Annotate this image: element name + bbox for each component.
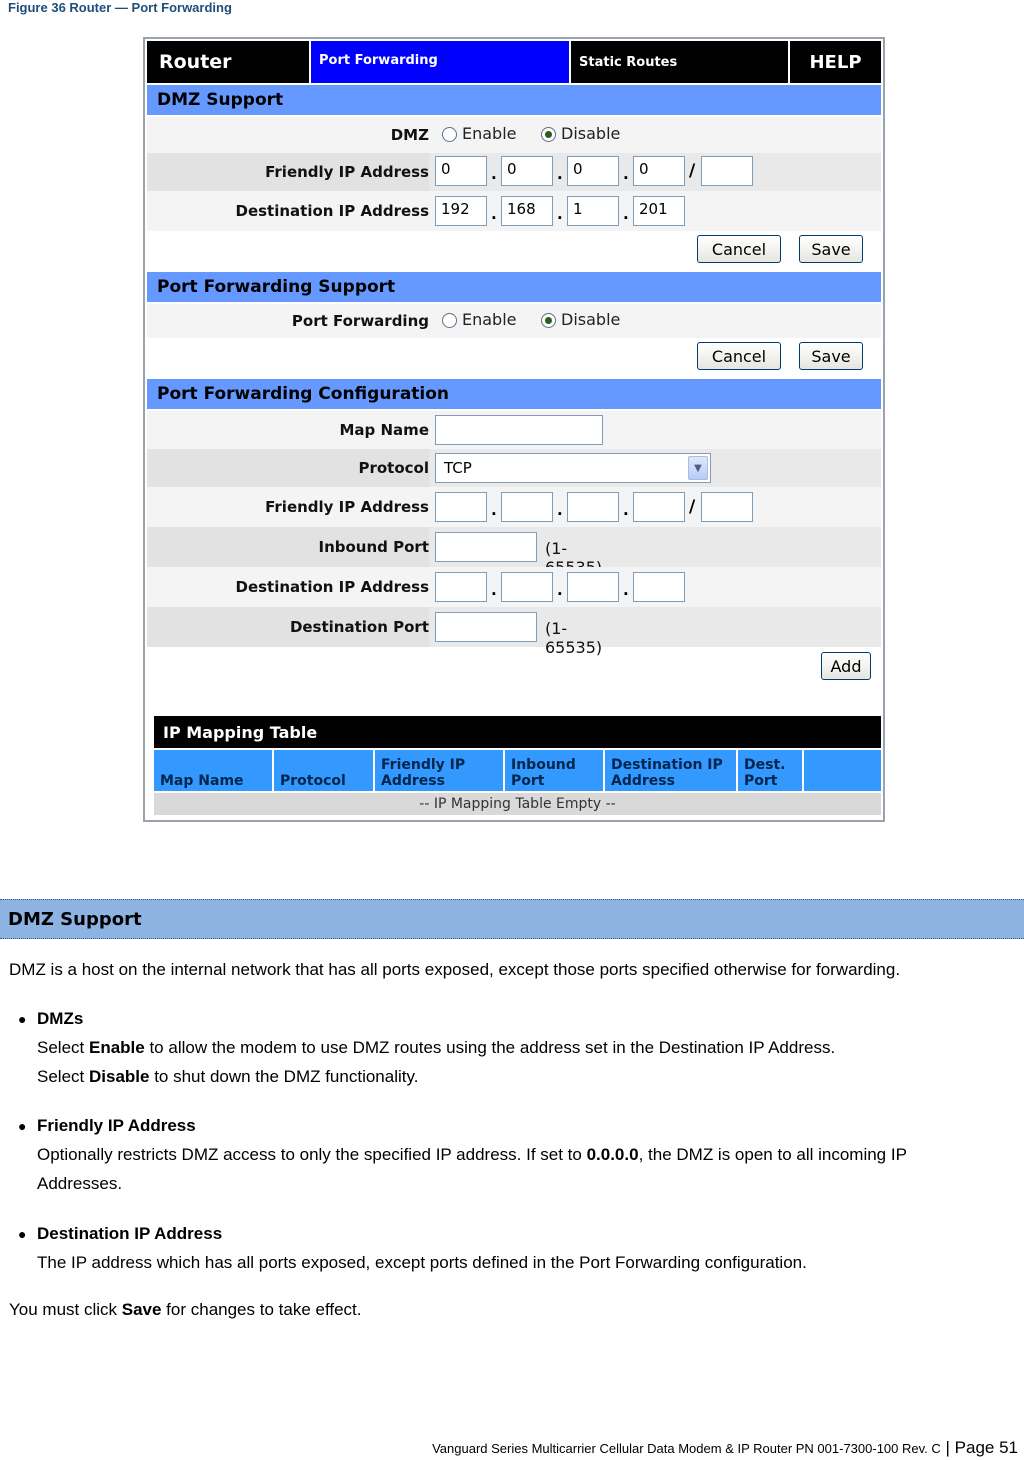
dmz-disable-radio[interactable] [541, 127, 556, 142]
tab-help[interactable]: HELP [790, 41, 881, 83]
dest-ip-label: Destination IP Address [235, 202, 429, 220]
bullet-dot: ● [18, 1118, 27, 1134]
pf-actions-row [147, 338, 881, 378]
nav-bar [147, 41, 881, 83]
figure-caption: Figure 36 Router — Port Forwarding [8, 0, 232, 15]
section-heading: DMZ Support [0, 899, 1024, 939]
bullet-dot: ● [18, 1226, 27, 1242]
pf-friendly-ip-octet-2[interactable] [501, 492, 553, 522]
dmz-save-button[interactable]: Save [799, 235, 863, 263]
intro-paragraph: DMZ is a host on the internal network that has all ports exposed, except those ports specified otherwise for forwarding. [9, 960, 901, 979]
dest-ip-octet-1[interactable]: 192 [435, 196, 487, 226]
pf-disable-radio[interactable] [541, 313, 556, 328]
col-map-name: Map Name [154, 750, 272, 791]
chevron-down-icon[interactable]: ▼ [688, 456, 708, 480]
friendly-ip-mask[interactable] [701, 156, 753, 186]
section-header-dmz: DMZ Support [147, 85, 881, 115]
dmz-actions-row [147, 231, 881, 271]
map-name-row [147, 411, 881, 449]
inbound-port-label: Inbound Port [318, 538, 429, 556]
add-row [147, 647, 881, 687]
col-inbound-port: Inbound Port [505, 750, 603, 791]
pf-label: Port Forwarding [291, 312, 429, 330]
dest-port-row [147, 607, 881, 657]
page-number: Page 51 [954, 1438, 1018, 1457]
dest-port-input[interactable] [435, 612, 537, 642]
dmz-enable-radio[interactable] [442, 127, 457, 142]
pf-friendly-ip-octet-4[interactable] [633, 492, 685, 522]
tab-router[interactable]: Router [147, 41, 309, 83]
friendly-ip-octet-2[interactable]: 0 [501, 156, 553, 186]
footer-text: Vanguard Series Multicarrier Cellular Data Modem & IP Router PN 001-7300-100 Rev. C [432, 1441, 941, 1456]
tab-static-routes[interactable]: Static Routes [571, 41, 788, 83]
pf-cancel-button[interactable]: Cancel [697, 342, 781, 370]
pf-dest-ip-octet-1[interactable] [435, 572, 487, 602]
bullet-dot: ● [18, 1011, 27, 1027]
dmz-row [147, 117, 881, 153]
pf-row [147, 304, 881, 338]
col-protocol: Protocol [274, 750, 373, 791]
dest-ip-octet-2[interactable]: 168 [501, 196, 553, 226]
dest-ip-octet-3[interactable]: 1 [567, 196, 619, 226]
col-dest-port: Dest. Port [738, 750, 802, 791]
protocol-label: Protocol [358, 459, 429, 477]
protocol-row [147, 449, 881, 487]
dest-port-hint: (1-65535) [545, 619, 603, 657]
map-name-label: Map Name [339, 421, 429, 439]
dmz-cancel-button[interactable]: Cancel [697, 235, 781, 263]
dmz-dest-ip-row: Destination IP Address 192 . 168 . 1 . 201 [147, 191, 881, 231]
pf-friendly-ip-mask[interactable] [701, 492, 753, 522]
section-header-pf-support: Port Forwarding Support [147, 272, 881, 302]
pf-dest-ip-octet-3[interactable] [567, 572, 619, 602]
mapping-table-empty-row: -- IP Mapping Table Empty -- [154, 793, 881, 815]
dest-ip-octet-4[interactable]: 201 [633, 196, 685, 226]
friendly-ip-octet-4[interactable]: 0 [633, 156, 685, 186]
pf-friendly-ip-octet-3[interactable] [567, 492, 619, 522]
col-dest-ip: Destination IP Address [605, 750, 736, 791]
map-name-input[interactable] [435, 415, 603, 445]
protocol-value: TCP [444, 459, 472, 477]
pf-enable-label: Enable [462, 310, 517, 329]
inbound-port-row [147, 527, 881, 567]
friendly-ip-label: Friendly IP Address [265, 163, 429, 181]
outro-paragraph: You must click Save for changes to take effect. [9, 1300, 362, 1319]
pf-dest-ip-label: Destination IP Address [235, 578, 429, 596]
pf-dest-ip-octet-4[interactable] [633, 572, 685, 602]
dmz-friendly-ip-row: Friendly IP Address 0 . 0 . 0 . 0 / [147, 153, 881, 191]
router-screenshot [143, 37, 885, 822]
tab-port-forwarding[interactable]: Port Forwarding [311, 41, 569, 83]
friendly-ip-octet-1[interactable]: 0 [435, 156, 487, 186]
bullet-dest-ip: Destination IP Address The IP address which has all ports exposed, except ports defined in the Port Forwarding configuration. [37, 1224, 807, 1272]
dmz-disable-label: Disable [561, 124, 621, 143]
add-button[interactable]: Add [821, 652, 871, 680]
dmz-label: DMZ [390, 126, 429, 144]
inbound-port-hint: (1- [545, 539, 568, 558]
col-friendly-ip: Friendly IP Address [375, 750, 503, 791]
pf-dest-ip-row: Destination IP Address . . . [147, 567, 881, 607]
bullet-friendly-ip: Friendly IP Address Optionally restricts DMZ access to only the specified IP address. If set to 0.0.0.0, the DMZ is open to all incoming IP Addresses. [37, 1116, 907, 1193]
mapping-table-header [154, 750, 881, 791]
page-footer: Vanguard Series Multicarrier Cellular Data Modem & IP Router PN 001-7300-100 Rev. C | Page 51 [432, 1438, 1018, 1457]
mapping-table-title: IP Mapping Table [154, 716, 881, 748]
bullet-dmzs: DMZs Select Enable to allow the modem to use DMZ routes using the address set in the Destination IP Address. Select Disable to shut down the DMZ functionality. [37, 1009, 836, 1086]
pf-friendly-ip-label: Friendly IP Address [265, 498, 429, 516]
pf-friendly-ip-row: Friendly IP Address . . . / [147, 487, 881, 527]
section-header-pf-config: Port Forwarding Configuration [147, 379, 881, 409]
pf-friendly-ip-octet-1[interactable] [435, 492, 487, 522]
inbound-port-input[interactable] [435, 532, 537, 562]
dmz-enable-label: Enable [462, 124, 517, 143]
pf-dest-ip-octet-2[interactable] [501, 572, 553, 602]
pf-disable-label: Disable [561, 310, 621, 329]
dest-port-label: Destination Port [289, 618, 429, 636]
pf-enable-radio[interactable] [442, 313, 457, 328]
protocol-select[interactable] [435, 453, 711, 483]
friendly-ip-octet-3[interactable]: 0 [567, 156, 619, 186]
pf-save-button[interactable]: Save [799, 342, 863, 370]
col-actions [804, 750, 881, 791]
